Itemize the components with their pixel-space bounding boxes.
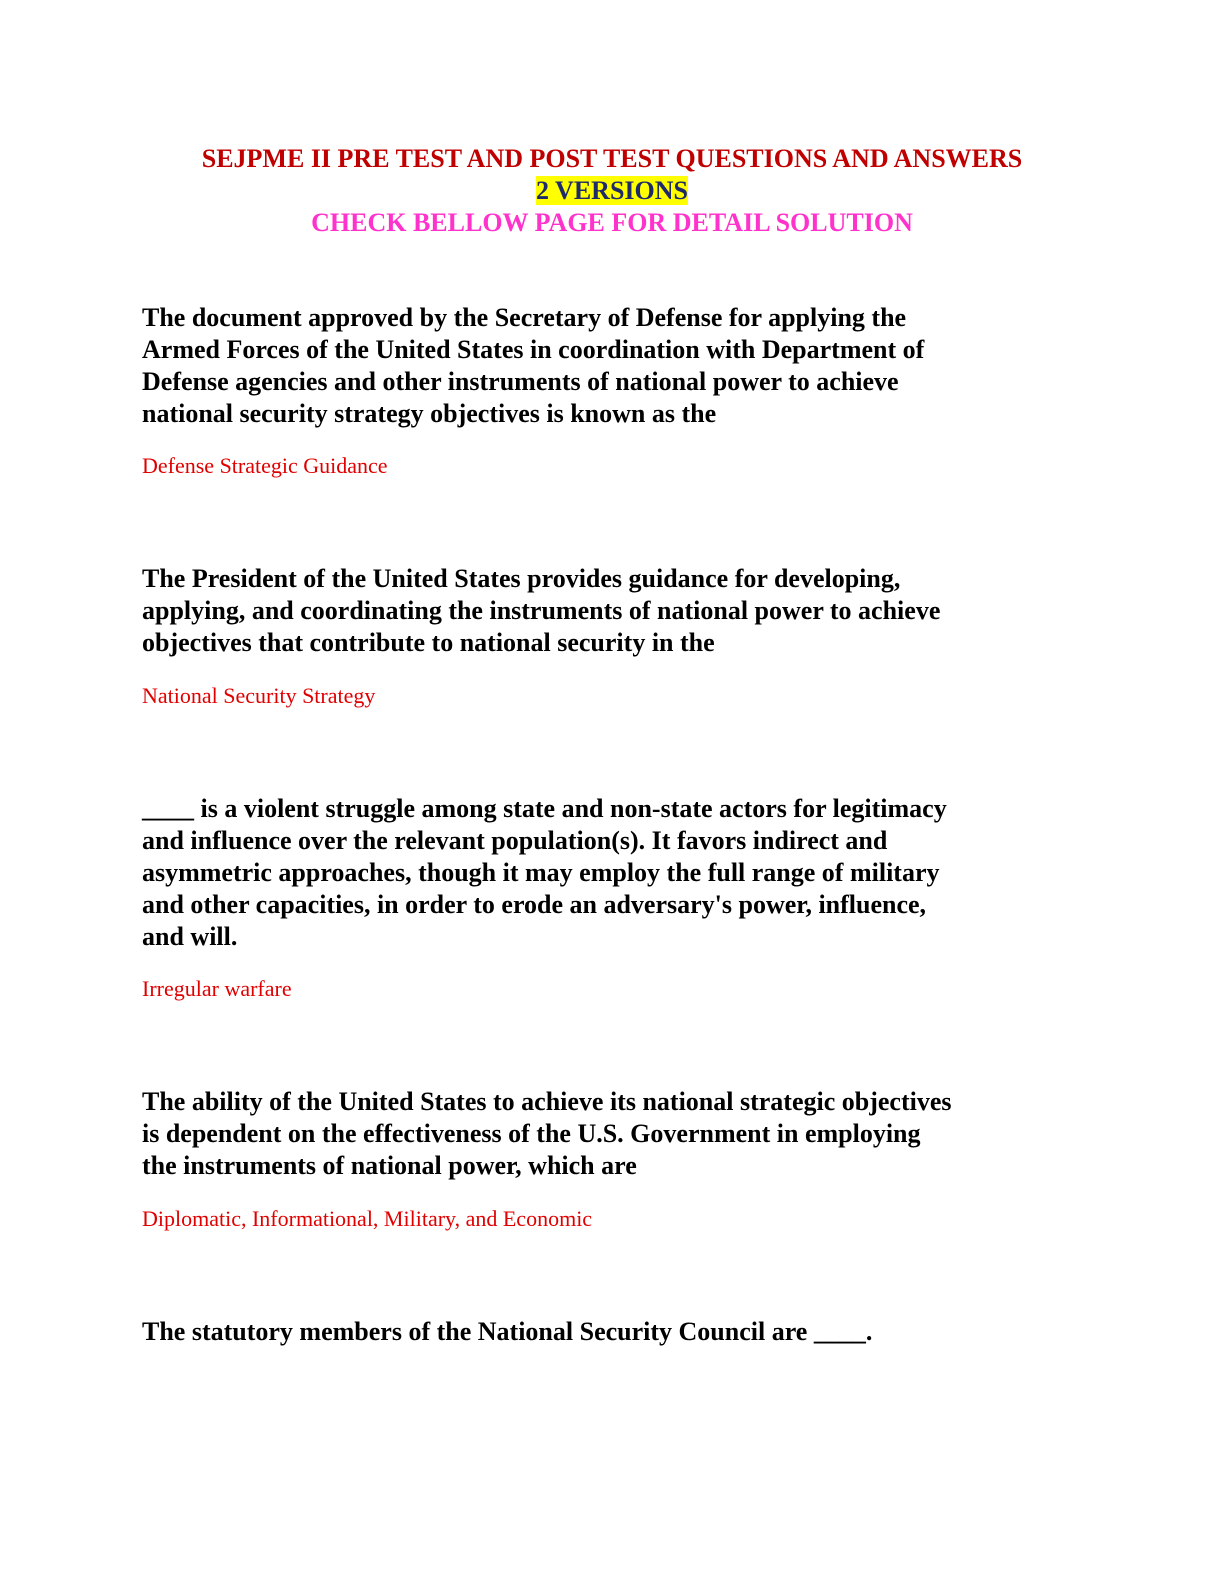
question-text: The President of the United States provides guidance for developing, applying, and coordinating the instruments of national power to achieve objectives that contribute to national security in the [142, 564, 941, 657]
question-text: The statutory members of the National Security Council are ____. [142, 1317, 873, 1346]
document-title: SEJPME II PRE TEST AND POST TEST QUESTIONS AND ANSWERS [201, 144, 1023, 173]
versions-line [0, 175, 1224, 207]
answer-text: Diplomatic, Informational, Military, and Economic [142, 1206, 593, 1231]
check-note: CHECK BELLOW PAGE FOR DETAIL SOLUTION [311, 208, 913, 237]
answer-text: Defense Strategic Guidance [142, 453, 388, 478]
question-text: ____ is a violent struggle among state and non-state actors for legitimacy and influence over the relevant population(s). It favors indirect and asymmetric approaches, though it may employ the full range of military and other capacities, in order to erode an adversary's power, influence, and will. [142, 794, 947, 951]
answer-text: Irregular warfare [142, 976, 292, 1001]
document-header [0, 143, 1224, 239]
question-text: The document approved by the Secretary of Defense for applying the Armed Forces of the United States in coordination with Department of Defense agencies and other instruments of national power to achieve national security strategy objectives is known as the [142, 303, 925, 428]
question-text: The ability of the United States to achieve its national strategic objectives is dependent on the effectiveness of the U.S. Government in employing the instruments of national power, which are [142, 1087, 952, 1180]
versions-highlight: 2 VERSIONS [536, 176, 688, 205]
answer-text: National Security Strategy [142, 683, 376, 708]
